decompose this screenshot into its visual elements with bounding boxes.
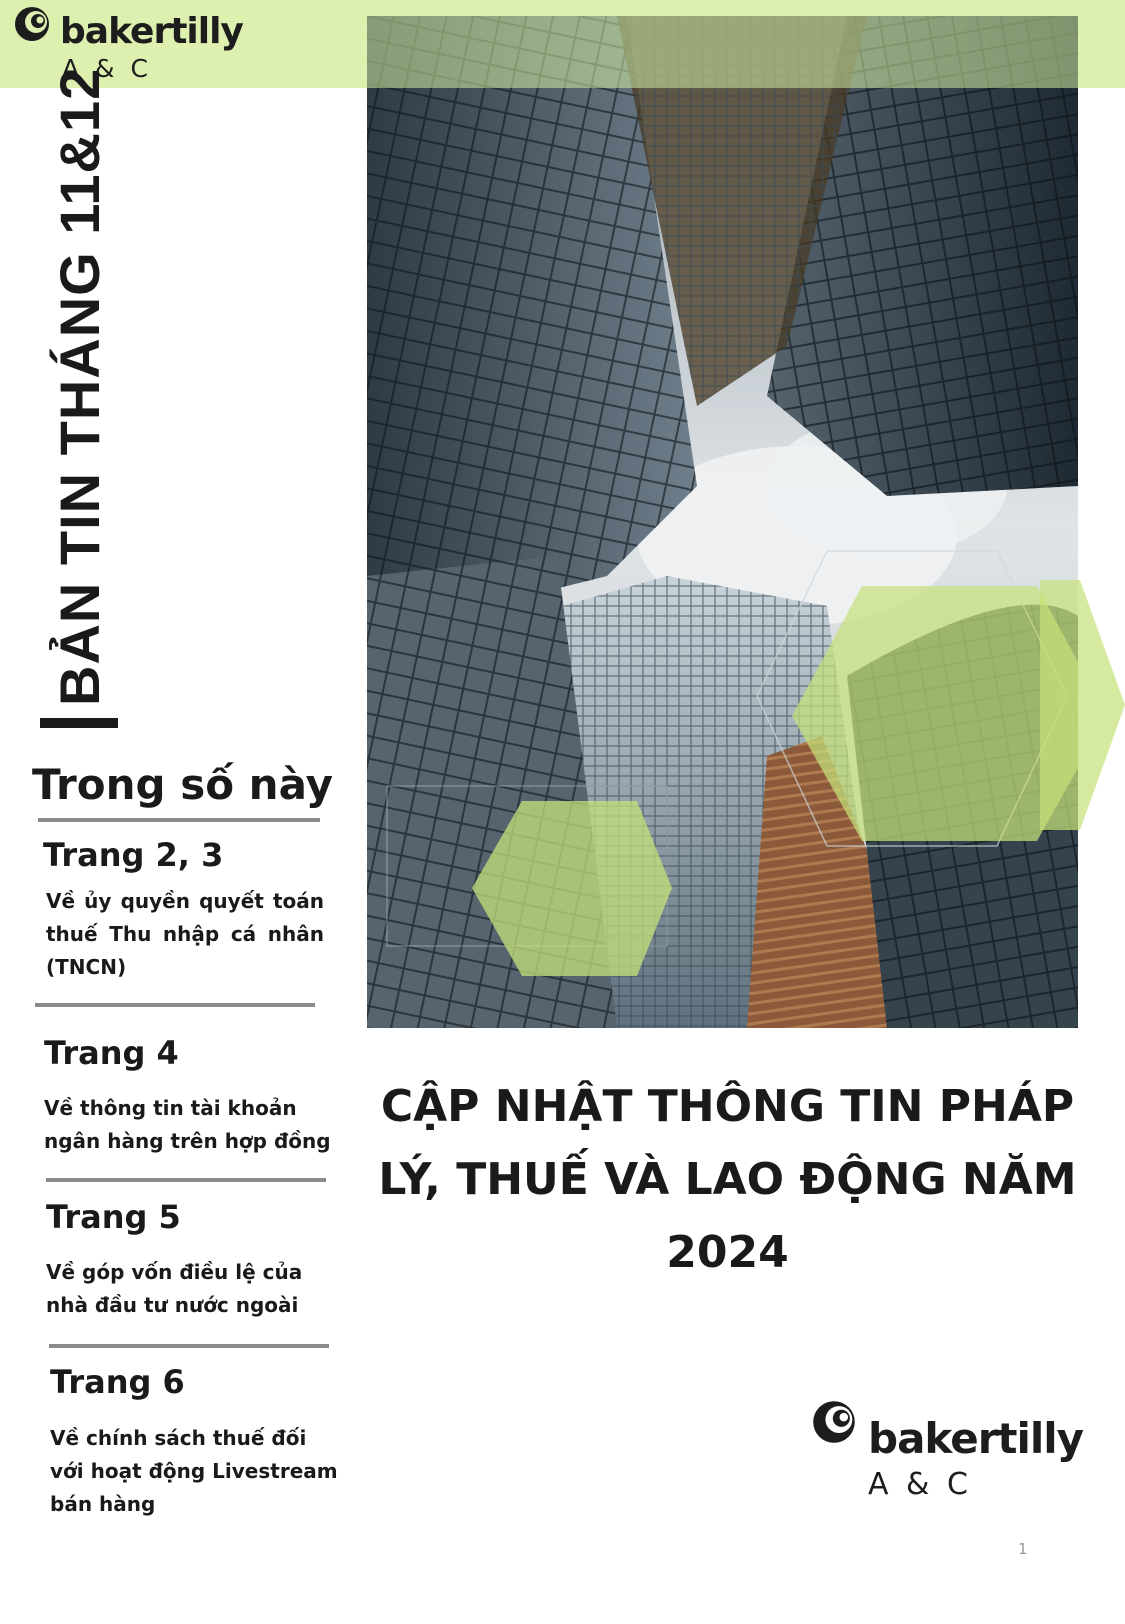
- hexagon-accent-icon: [1040, 580, 1125, 830]
- bakertilly-logo-icon: [14, 6, 50, 42]
- main-title: CẬP NHẬT THÔNG TIN PHÁP LÝ, THUẾ VÀ LAO ĐỘNG NĂM 2024: [378, 1081, 1077, 1278]
- toc-divider: [35, 1003, 315, 1007]
- toc-section-desc: Về thông tin tài khoản ngân hàng trên hợp đồng: [44, 1096, 331, 1153]
- brand-sub: A & C: [868, 1467, 972, 1502]
- toc-section-desc: Về ủy quyền quyết toán thuế Thu nhập cá nhân (TNCN): [46, 889, 324, 979]
- brand-name: bakertilly: [868, 1414, 1084, 1463]
- toc-section-title: Trang 5: [46, 1198, 181, 1236]
- photo-top-tint: [367, 16, 1078, 88]
- brand-logo-bottom: [812, 1400, 1084, 1502]
- toc-section-desc: Về chính sách thuế đối với hoạt động Livestream bán hàng: [50, 1426, 338, 1516]
- brand-sub: A & C: [62, 54, 152, 83]
- toc-section-title: Trang 6: [50, 1363, 185, 1401]
- issue-title: BẢN TIN THÁNG 11&12: [48, 67, 111, 706]
- brand-logo-top: [14, 6, 243, 83]
- toc-heading: Trong số này: [32, 760, 333, 809]
- page-number: 1: [1018, 1540, 1028, 1558]
- toc-divider: [49, 1344, 329, 1348]
- toc-section-title: Trang 4: [44, 1034, 179, 1072]
- toc-section-title: Trang 2, 3: [43, 836, 224, 874]
- toc-divider: [38, 818, 320, 822]
- bakertilly-logo-icon: [812, 1400, 856, 1444]
- toc-section-desc: Về góp vốn điều lệ của nhà đầu tư nước ngoài: [46, 1260, 303, 1317]
- brand-name: bakertilly: [60, 11, 243, 52]
- skyscrapers-illustration: [367, 16, 1078, 1028]
- toc-divider: [46, 1178, 326, 1182]
- title-bar-accent: [40, 718, 118, 728]
- cover-photo: [367, 16, 1078, 1028]
